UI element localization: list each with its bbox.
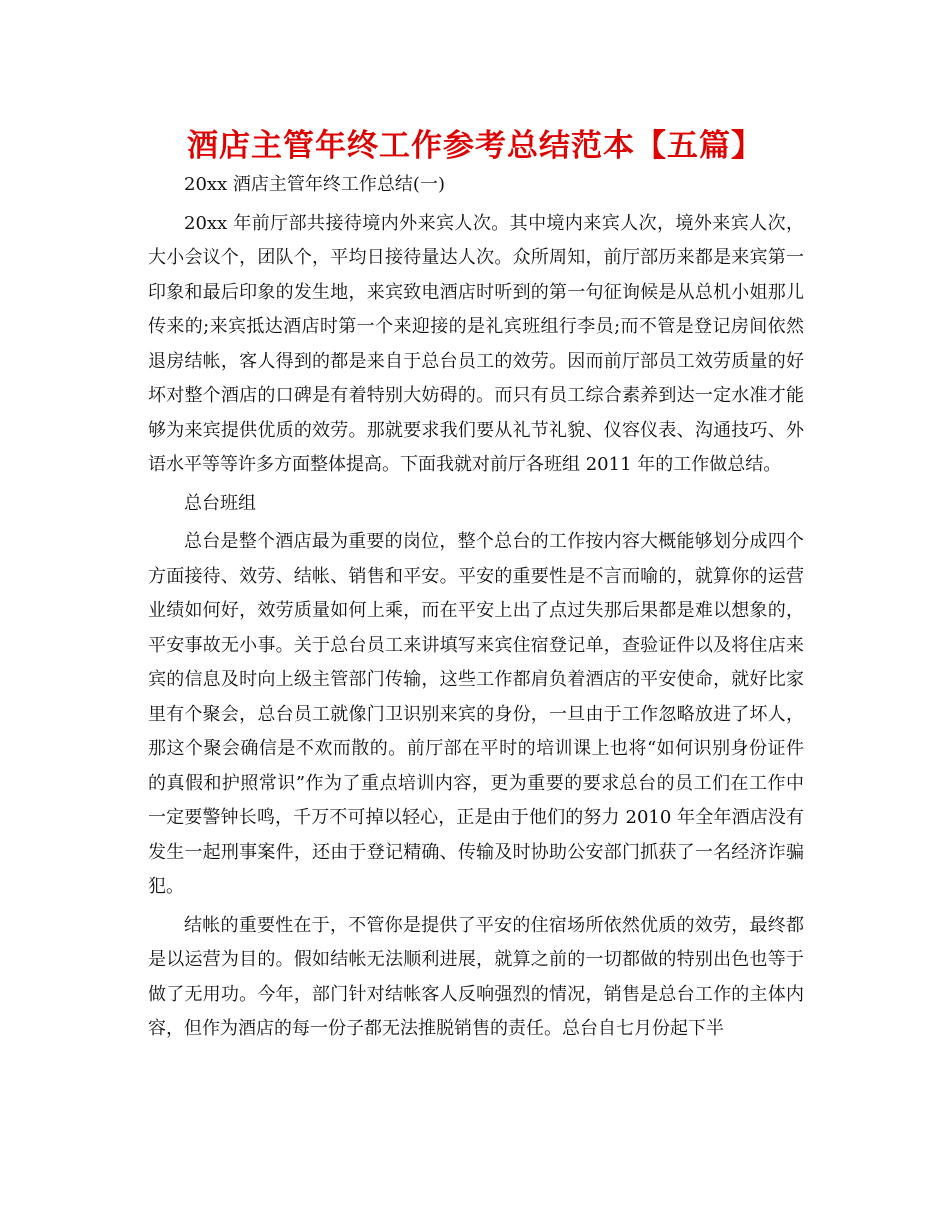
document-subtitle: 20xx 酒店主管年终工作总结(一) [184,174,445,195]
section-heading-front-desk: 总台班组 [184,492,256,514]
paragraph-checkout: 结帐的重要性在于，不管你是提供了平安的住宿场所依然优质的效劳，最终都是以运营为目的。假如结帐无法顺利进展，就算之前的一切都做的特别出色也等于做了无用功。今年，部门针对结帐客人反响强烈的情况，销售是总台工作的主体内容，但作为酒店的每一份子都无法推脱销售的责任。总台自七月份起下半 [148,914,804,1039]
paragraph-intro: 20xx 年前厅部共接待境内外来宾人次。其中境内来宾人次，境外来宾人次，大小会议个，团队个，平均日接待量达人次。众所周知，前厅部历来都是来宾第一印象和最后印象的发生地，来宾致电酒店时听到的第一句征询候是从总机小姐那儿传来的;来宾抵达酒店时第一个来迎接的是礼宾班组行李员;而不管是登记房间依然退房结帐，客人得到的都是来自于总台员工的效劳。因而前厅部员工效劳质量的好坏对整个酒店的口碑是有着特别大妨碍的。而只有员工综合素养到达一定水准才能够为来宾提供优质的效劳。那就要求我们要从礼节礼貌、仪容仪表、沟通技巧、外语水平等等许多方面整体提高。下面我就对前厅各班组 2011 年的工作做总结。 [148,212,804,475]
document-title: 酒店主管年终工作参考总结范本【五篇】 [187,128,763,164]
document-body [148,168,804,1047]
paragraph-front-desk: 总台是整个酒店最为重要的岗位，整个总台的工作按内容大概能够划分成四个方面接待、效劳、结帐、销售和平安。平安的重要性是不言而喻的，就算你的运营业绩如何好，效劳质量如何上乘，而在平安上出了点过失那后果都是难以想象的，平安事故无小事。关于总台员工来讲填写来宾住宿登记单，查验证件以及将住店来宾的信息及时向上级主管部门传输，这些工作都肩负着酒店的平安使命，就好比家里有个聚会，总台员工就像门卫识别来宾的身份，一旦由于工作忽略放进了坏人，那这个聚会确信是不欢而散的。前厅部在平时的培训课上也将“如何识别身份证件的真假和护照常识”作为了重点培训内容，更为重要的要求总台的员工们在工作中一定要警钟长鸣，千万不可掉以轻心，正是由于他们的努力 2010 年全年酒店没有发生一起刑事案件，还由于登记精确、传输及时协助公安部门抓获了一名经济诈骗犯。 [148,531,804,897]
